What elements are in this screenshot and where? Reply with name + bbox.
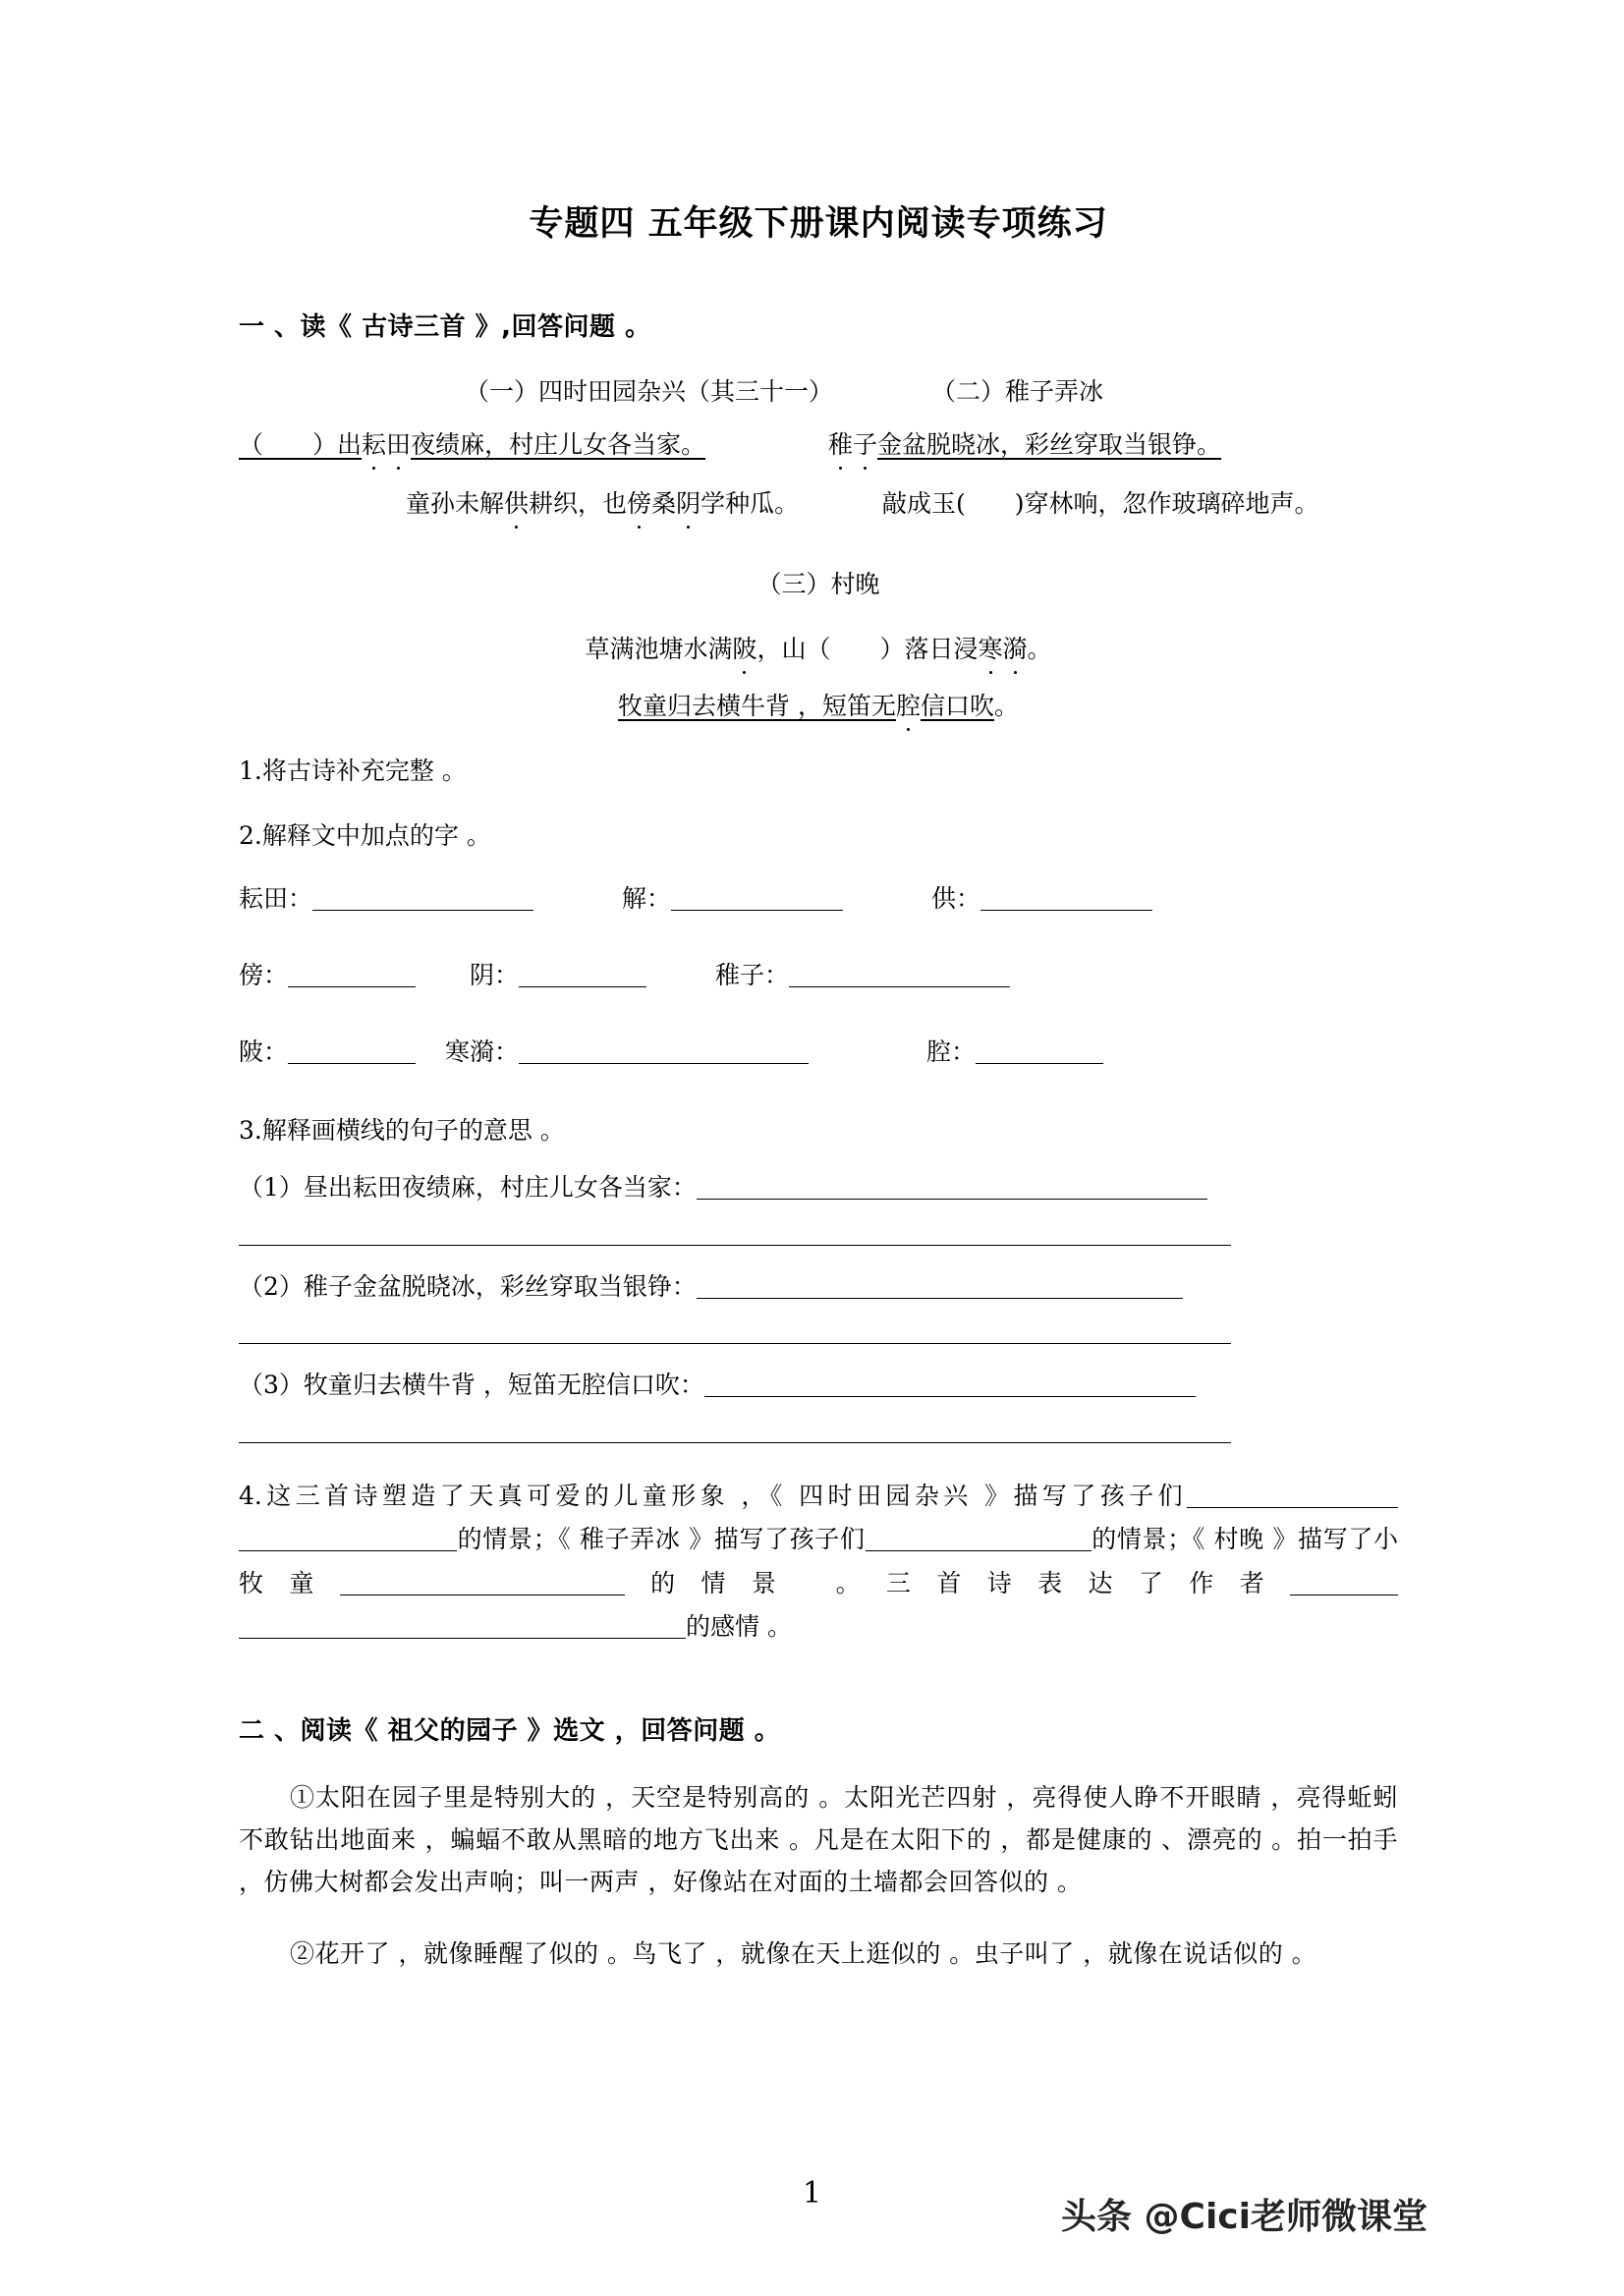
question-4-part-4: 《 村晚 》描写了小牧童 — [239, 1525, 1398, 1597]
question-4-part-1: 4.这三首诗塑造了天真可爱的儿童形象 ，《 四时田园杂兴 》描写了孩子们 — [239, 1481, 1187, 1510]
word-blank-jie — [622, 879, 843, 915]
word-label: 腔： — [926, 1037, 977, 1066]
answer-blank[interactable] — [704, 1396, 1196, 1397]
poem-titles-row — [239, 372, 1398, 418]
answer-blank[interactable] — [697, 1298, 1183, 1299]
word-label: 稚子： — [715, 961, 790, 989]
dotted-char-han: 寒 — [979, 630, 1003, 665]
poem-three-line-2 — [239, 687, 1398, 722]
page-title: 专题四 五年级下册课内阅读专项练习 — [529, 204, 1108, 244]
answer-blank-continued[interactable] — [239, 1415, 1231, 1443]
poem-two-line-1-text: 金盆脱晓冰，彩丝穿取当银铮。 — [877, 430, 1222, 459]
poem-three-line-1 — [239, 630, 1398, 665]
word-blank-yuntian — [239, 879, 533, 915]
page-number: 1 — [802, 2176, 822, 2211]
question-1: 1.将古诗补充完整 。 — [239, 756, 467, 785]
answer-blank[interactable] — [288, 1063, 416, 1064]
poem-line-row-2 — [239, 484, 1398, 535]
sentence-item-3-label: （3）牧童归去横牛背 ，短笛无腔信口吹： — [239, 1371, 704, 1399]
dotted-char-qiang: 腔 — [896, 687, 921, 722]
dotted-char-yi: 漪 — [1003, 630, 1028, 665]
answer-blank[interactable] — [519, 1063, 809, 1064]
poem-three-line-1-b: ，山（ ）落日浸 — [756, 635, 979, 663]
answer-blank[interactable] — [697, 1199, 1207, 1200]
word-blank-qiang — [926, 1033, 1103, 1068]
dotted-char-bei: 陂 — [732, 630, 756, 665]
word-label: 阴： — [470, 961, 520, 989]
poem-three-line-2-a: 牧童归去横牛背 ，短笛无 — [618, 692, 896, 720]
question-4-part-2: 的情景；《 稚子弄冰 》描写了孩子们 — [457, 1525, 866, 1553]
section-one-heading: 一 、读《 古诗三首 》,回答问题 。 — [239, 312, 651, 342]
poem-one-line-2-a: 童孙未解 — [406, 489, 505, 518]
word-label: 陂： — [239, 1037, 289, 1066]
word-blank-bei — [239, 1033, 416, 1068]
document-content — [239, 118, 1398, 1975]
sentence-item-1 — [239, 1174, 1398, 1246]
passage-paragraph-2: ②花开了 ，就像睡醒了似的 。鸟飞了 ，就像在天上逛似的 。虫子叫了 ，就像在说话似的 。 — [290, 1938, 1317, 1968]
poem-two-line-1 — [828, 425, 1221, 461]
poem-three-title: （三）村晚 — [756, 570, 880, 598]
poem-three-line-1-c: 。 — [1027, 635, 1052, 663]
poem-three-line-1-a: 草满池塘水满 — [585, 635, 733, 663]
answer-blank[interactable] — [288, 986, 416, 987]
poem-three-line-2-underlined — [618, 692, 994, 720]
answer-blank[interactable] — [1290, 1595, 1398, 1596]
answer-blank[interactable] — [980, 910, 1152, 911]
question-4-part-5: 的情景 。三首诗表达了作者 — [624, 1568, 1290, 1597]
poem-two-title: （二）稚子弄冰 — [931, 377, 1104, 406]
answer-blank-continued[interactable] — [239, 1217, 1231, 1246]
sentence-item-3 — [239, 1372, 1398, 1443]
dotted-char-gong: 供 — [504, 484, 529, 520]
answer-blank[interactable] — [976, 1063, 1103, 1064]
poem-one-fill-blank: （ ） — [239, 430, 338, 459]
answer-blank[interactable] — [340, 1595, 625, 1596]
word-label: 解： — [622, 884, 672, 913]
sentence-item-2 — [239, 1273, 1398, 1345]
word-blank-bang — [239, 956, 416, 991]
dotted-char-zi: 子 — [853, 425, 877, 461]
watermark: 头条 @Cici老师微课堂 — [1061, 2197, 1428, 2237]
answer-blank[interactable] — [671, 910, 843, 911]
question-3: 3.解释画横线的句子的意思 。 — [239, 1116, 565, 1145]
poem-one-line-1-a: 出 — [337, 430, 363, 459]
dotted-char-zhi: 稚 — [828, 425, 853, 461]
poem-three-line-2-period: 。 — [993, 692, 1019, 720]
poem-line-row-1 — [239, 425, 1398, 476]
word-blank-row-2 — [239, 956, 1398, 1005]
section-two-heading: 二 、阅读《 祖父的园子 》选文 ，回答问题 。 — [239, 1715, 781, 1746]
poem-three-line-2-b: 信口吹 — [920, 692, 994, 720]
question-2: 2.解释文中加点的字 。 — [239, 821, 491, 850]
poem-one-char-sang: 桑 — [651, 489, 677, 518]
dotted-char-yin: 阴 — [676, 484, 700, 520]
sentence-item-1-label: （1）昼出耘田夜绩麻，村庄儿女各当家： — [239, 1173, 697, 1202]
word-blank-hanyi — [445, 1033, 809, 1068]
answer-blank[interactable] — [789, 986, 1010, 987]
poem-one-line-2-b: 耕织，也 — [529, 489, 628, 518]
word-blank-yin — [470, 956, 646, 991]
question-4 — [239, 1475, 1398, 1650]
passage-paragraph-1: ①太阳在园子里是特别大的 ，天空是特别高的 。太阳光芒四射 ，亮得使人睁不开眼睛 ，亮得蚯蚓不敢钻出地面来 ，蝙蝠不敢从黑暗的地方飞出来 。凡是在太阳下的 ，都是健康的 、漂亮的 。拍一拍手 ，仿佛大树都会发出声响；叫一两声 ，好像站在对面的土墙都会回答似的 。 — [239, 1782, 1398, 1896]
dotted-char-bang: 傍 — [627, 484, 651, 520]
sentence-item-2-label: （2）稚子金盆脱晓冰，彩丝穿取当银铮： — [239, 1271, 697, 1301]
poem-one-title: （一）四时田园杂兴（其三十一） — [465, 377, 834, 406]
word-blank-zhizi — [715, 956, 1010, 991]
answer-blank[interactable] — [1187, 1507, 1398, 1508]
poem-two-line-2: 敲成玉( )穿林响，忽作玻璃碎地声。 — [882, 489, 1319, 518]
answer-blank[interactable] — [239, 1638, 686, 1639]
answer-blank[interactable] — [312, 910, 533, 911]
answer-blank[interactable] — [519, 986, 646, 987]
poem-one-line-2 — [406, 484, 799, 520]
poem-one-line-1 — [239, 425, 705, 461]
word-label: 供： — [931, 884, 981, 913]
dotted-char-tian: 田 — [386, 425, 411, 461]
dotted-char-yun: 耘 — [362, 425, 386, 461]
answer-blank-continued[interactable] — [239, 1316, 1231, 1344]
word-blank-row-1 — [239, 879, 1398, 928]
poem-one-line-1-b: 夜绩麻，村庄儿女各当家。 — [411, 430, 706, 459]
word-blank-gong — [931, 879, 1152, 915]
question-4-part-3: 的情景； — [1091, 1525, 1193, 1553]
question-4-part-6: 的感情 。 — [686, 1612, 792, 1641]
word-label: 傍： — [239, 961, 289, 989]
answer-blank[interactable] — [866, 1550, 1092, 1551]
word-label: 寒漪： — [445, 1037, 520, 1066]
answer-blank[interactable] — [239, 1550, 457, 1551]
poem-one-line-2-c: 学种瓜。 — [700, 489, 800, 518]
word-label: 耘田： — [239, 884, 313, 913]
word-blank-row-3 — [239, 1033, 1398, 1082]
